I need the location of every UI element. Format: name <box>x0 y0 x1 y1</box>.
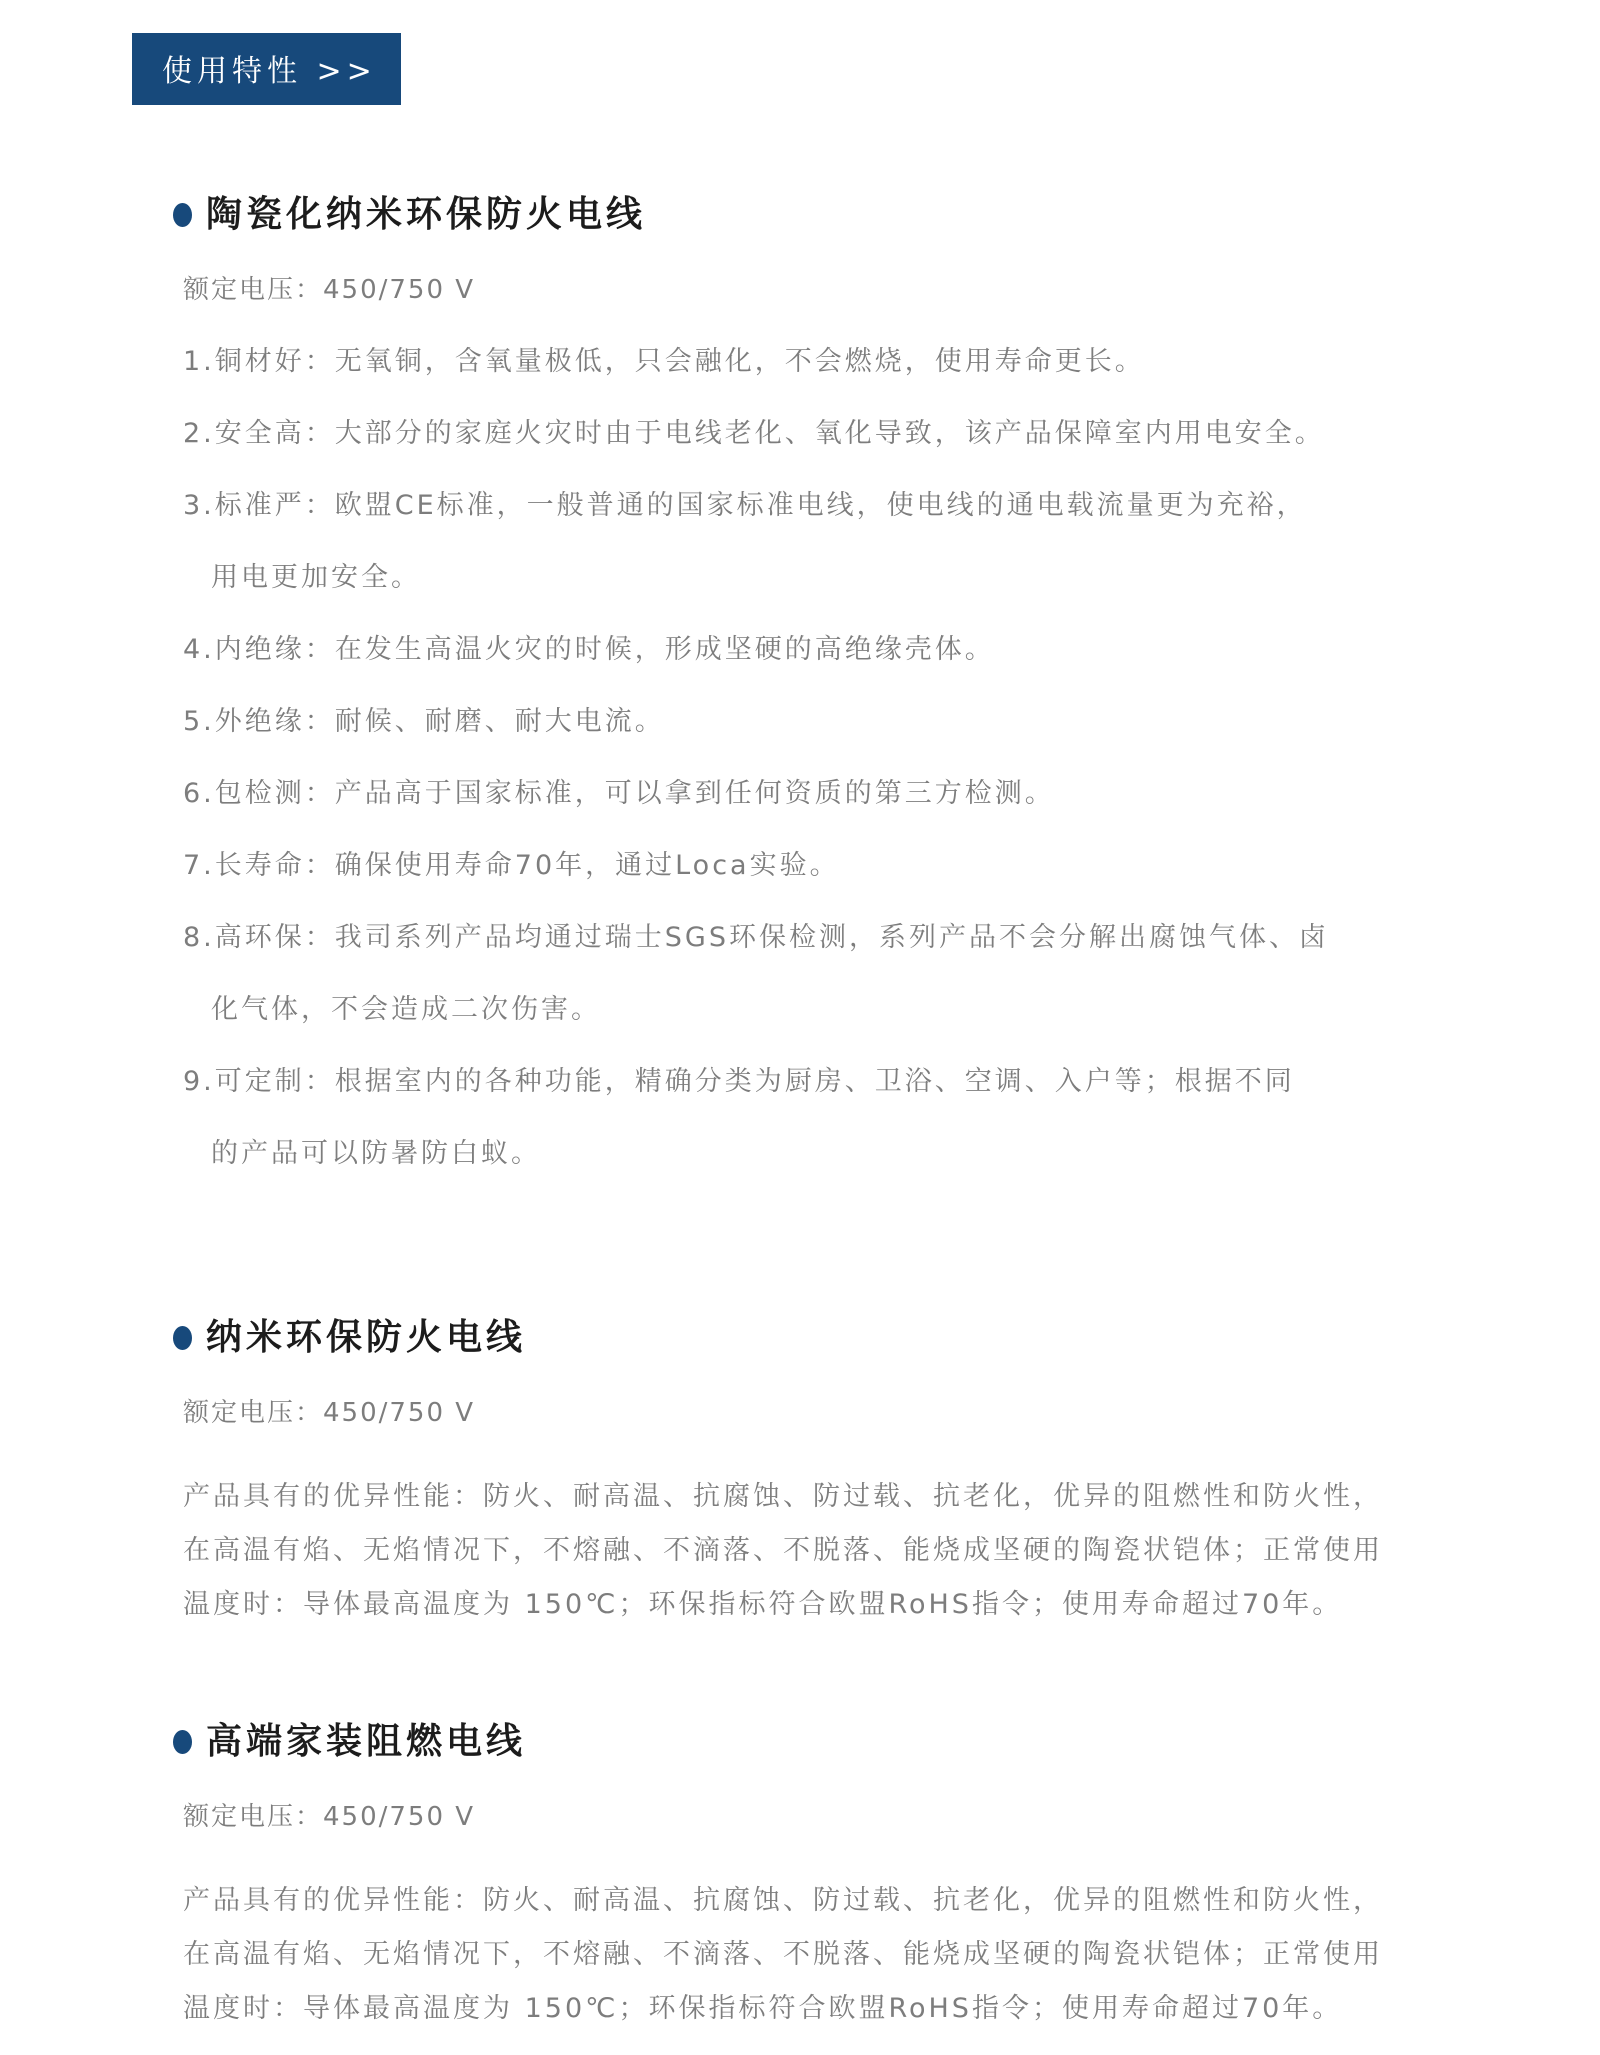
section-title: 纳米环保防火电线 <box>206 1317 527 1358</box>
bullet-icon <box>173 203 192 227</box>
product-section <box>183 1316 1480 1632</box>
description-line: 温度时：导体最高温度为 150℃；环保指标符合欧盟RoHS指令；使用寿命超过70年。 <box>183 1589 1343 1620</box>
feature-line: 8.高环保：我司系列产品均通过瑞士SGS环保检测，系列产品不会分解出腐蚀气体、卤 <box>183 922 1329 953</box>
rated-voltage: 额定电压：450/750 V <box>183 1398 476 1428</box>
bullet-icon <box>173 1326 192 1350</box>
feature-line: 5.外绝缘：耐候、耐磨、耐大电流。 <box>183 706 665 737</box>
feature-line: 9.可定制：根据室内的各种功能，精确分类为厨房、卫浴、空调、入户等；根据不同 <box>183 1066 1295 1097</box>
product-section <box>183 193 1480 1171</box>
description-line: 在高温有焰、无焰情况下，不熔融、不滴落、不脱落、能烧成坚硬的陶瓷状铠体；正常使用 <box>183 1939 1383 1970</box>
feature-line: 化气体，不会造成二次伤害。 <box>211 994 601 1025</box>
product-section <box>183 1720 1480 2036</box>
feature-line: 的产品可以防暑防白蚁。 <box>211 1138 541 1169</box>
description-line: 产品具有的优异性能：防火、耐高温、抗腐蚀、防过载、抗老化，优异的阻燃性和防火性， <box>183 1885 1383 1916</box>
section-title: 陶瓷化纳米环保防火电线 <box>206 194 647 235</box>
section-body <box>183 345 1480 1171</box>
section-header <box>173 1316 1480 1360</box>
feature-line: 4.内绝缘：在发生高温火灾的时候，形成坚硬的高绝缘壳体。 <box>183 634 995 665</box>
feature-line: 3.标准严：欧盟CE标准，一般普通的国家标准电线，使电线的通电载流量更为充裕， <box>183 490 1307 521</box>
bullet-icon <box>173 1730 192 1754</box>
rated-voltage: 额定电压：450/750 V <box>183 275 476 305</box>
section-body <box>183 1470 1480 1632</box>
section-header <box>173 193 1480 237</box>
section-tag-usage-features: 使用特性 >> <box>132 33 401 105</box>
description-line: 产品具有的优异性能：防火、耐高温、抗腐蚀、防过载、抗老化，优异的阻燃性和防火性， <box>183 1481 1383 1512</box>
section-header <box>173 1720 1480 1764</box>
feature-line: 6.包检测：产品高于国家标准，可以拿到任何资质的第三方检测。 <box>183 778 1055 809</box>
content <box>183 193 1480 2036</box>
feature-line: 1.铜材好：无氧铜，含氧量极低，只会融化，不会燃烧，使用寿命更长。 <box>183 346 1145 377</box>
section-body <box>183 1874 1480 2036</box>
rated-voltage: 额定电压：450/750 V <box>183 1802 476 1832</box>
feature-line: 2.安全高：大部分的家庭火灾时由于电线老化、氧化导致，该产品保障室内用电安全。 <box>183 418 1325 449</box>
section-title: 高端家装阻燃电线 <box>206 1721 527 1762</box>
description-line: 在高温有焰、无焰情况下，不熔融、不滴落、不脱落、能烧成坚硬的陶瓷状铠体；正常使用 <box>183 1535 1383 1566</box>
feature-line: 用电更加安全。 <box>211 562 421 593</box>
description-line: 温度时：导体最高温度为 150℃；环保指标符合欧盟RoHS指令；使用寿命超过70年。 <box>183 1993 1343 2024</box>
feature-line: 7.长寿命：确保使用寿命70年，通过Loca实验。 <box>183 850 840 881</box>
